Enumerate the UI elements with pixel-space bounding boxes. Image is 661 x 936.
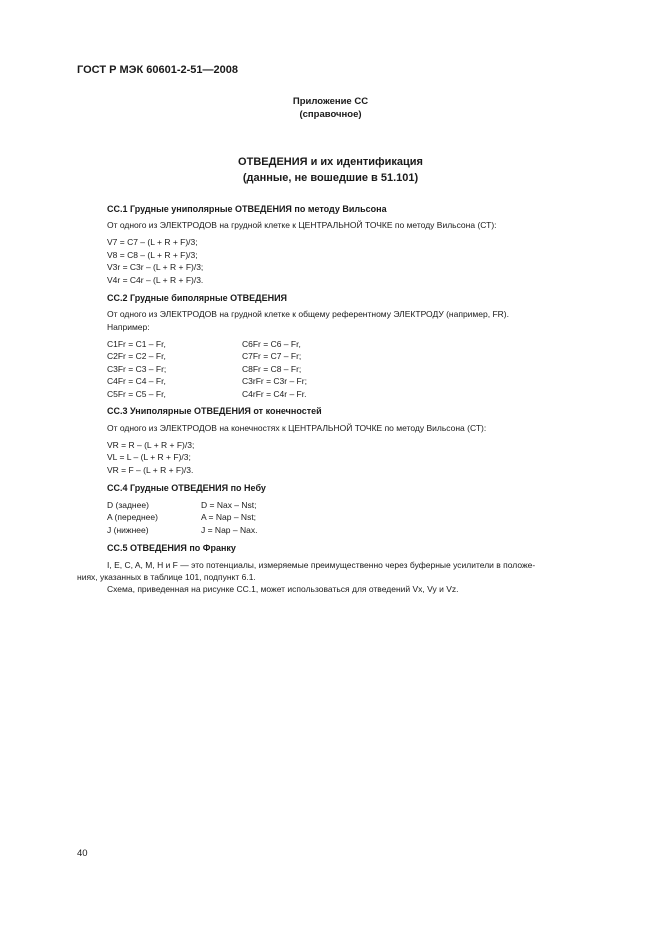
annex-label: Приложение СС [292,96,369,107]
paragraph-line: I, E, C, A, M, H и F — это потенциалы, измеряемые преимущественно через буферные усилители в положе- [107,560,536,570]
formula-line: V8 = C8 – (L + R + F)/3; [107,250,198,260]
paragraph-line: ниях, указанных в таблице 101, подпункт 6.1. [77,572,256,582]
page-subtitle: (данные, не вошедшие в 51.101) [242,172,419,184]
page-number: 40 [77,848,88,859]
annex-status: (справочное) [299,109,362,120]
lead-name: J (нижнее) [107,525,149,535]
formula-line: VL = L – (L + R + F)/3; [107,452,191,462]
formula-line: V7 = C7 – (L + R + F)/3; [107,237,198,247]
section-heading-cc3: СС.3 Униполярные ОТВЕДЕНИЯ от конечностей [107,406,322,416]
section-heading-cc1: СС.1 Грудные униполярные ОТВЕДЕНИЯ по методу Вильсона [107,204,387,214]
section-intro-cc1: От одного из ЭЛЕКТРОДОВ на грудной клетке к ЦЕНТРАЛЬНОЙ ТОЧКЕ по методу Вильсона (СТ): [107,220,497,230]
formula-line: J = Nap – Nax. [201,525,258,535]
formula-line: C4Fr = C4 – Fr, [107,376,166,386]
lead-name: A (переднее) [107,512,158,522]
formula-line: V3r = C3r – (L + R + F)/3; [107,262,204,272]
formula-line: C3rFr = C3r – Fr; [242,376,307,386]
formula-line: C6Fr = C6 – Fr, [242,339,301,349]
formula-line: VR = F – (L + R + F)/3. [107,465,194,475]
section-heading-cc5: СС.5 ОТВЕДЕНИЯ по Франку [107,543,236,553]
lead-name: D (заднее) [107,500,149,510]
section-intro-cc2: От одного из ЭЛЕКТРОДОВ на грудной клетке к общему референтному ЭЛЕКТРОДУ (например, FR). [107,309,509,319]
formula-line: V4r = C4r – (L + R + F)/3. [107,275,204,285]
section-intro-cc3: От одного из ЭЛЕКТРОДОВ на конечностях к ЦЕНТРАЛЬНОЙ ТОЧКЕ по методу Вильсона (СТ): [107,423,487,433]
formula-line: C3Fr = C3 – Fr; [107,364,167,374]
page-title: ОТВЕДЕНИЯ и их идентификация [238,156,423,168]
formula-line: C5Fr = C5 – Fr, [107,389,166,399]
formula-line: C2Fr = C2 – Fr, [107,351,166,361]
section-heading-cc4: СС.4 Грудные ОТВЕДЕНИЯ по Небу [107,483,266,493]
formula-line: C8Fr = C8 – Fr; [242,364,302,374]
section-example-label: Например: [107,322,150,332]
document-header: ГОСТ Р МЭК 60601-2-51—2008 [77,64,238,76]
formula-line: D = Nax – Nst; [201,500,257,510]
formula-line: C4rFr = C4r – Fr. [242,389,307,399]
section-heading-cc2: СС.2 Грудные биполярные ОТВЕДЕНИЯ [107,293,288,303]
paragraph-line: Схема, приведенная на рисунке СС.1, может использоваться для отведений Vx, Vy и Vz. [107,584,459,594]
formula-line: C7Fr = C7 – Fr; [242,351,302,361]
formula-line: VR = R – (L + R + F)/3; [107,440,195,450]
formula-line: C1Fr = C1 – Fr, [107,339,166,349]
formula-line: A = Nap – Nst; [201,512,257,522]
